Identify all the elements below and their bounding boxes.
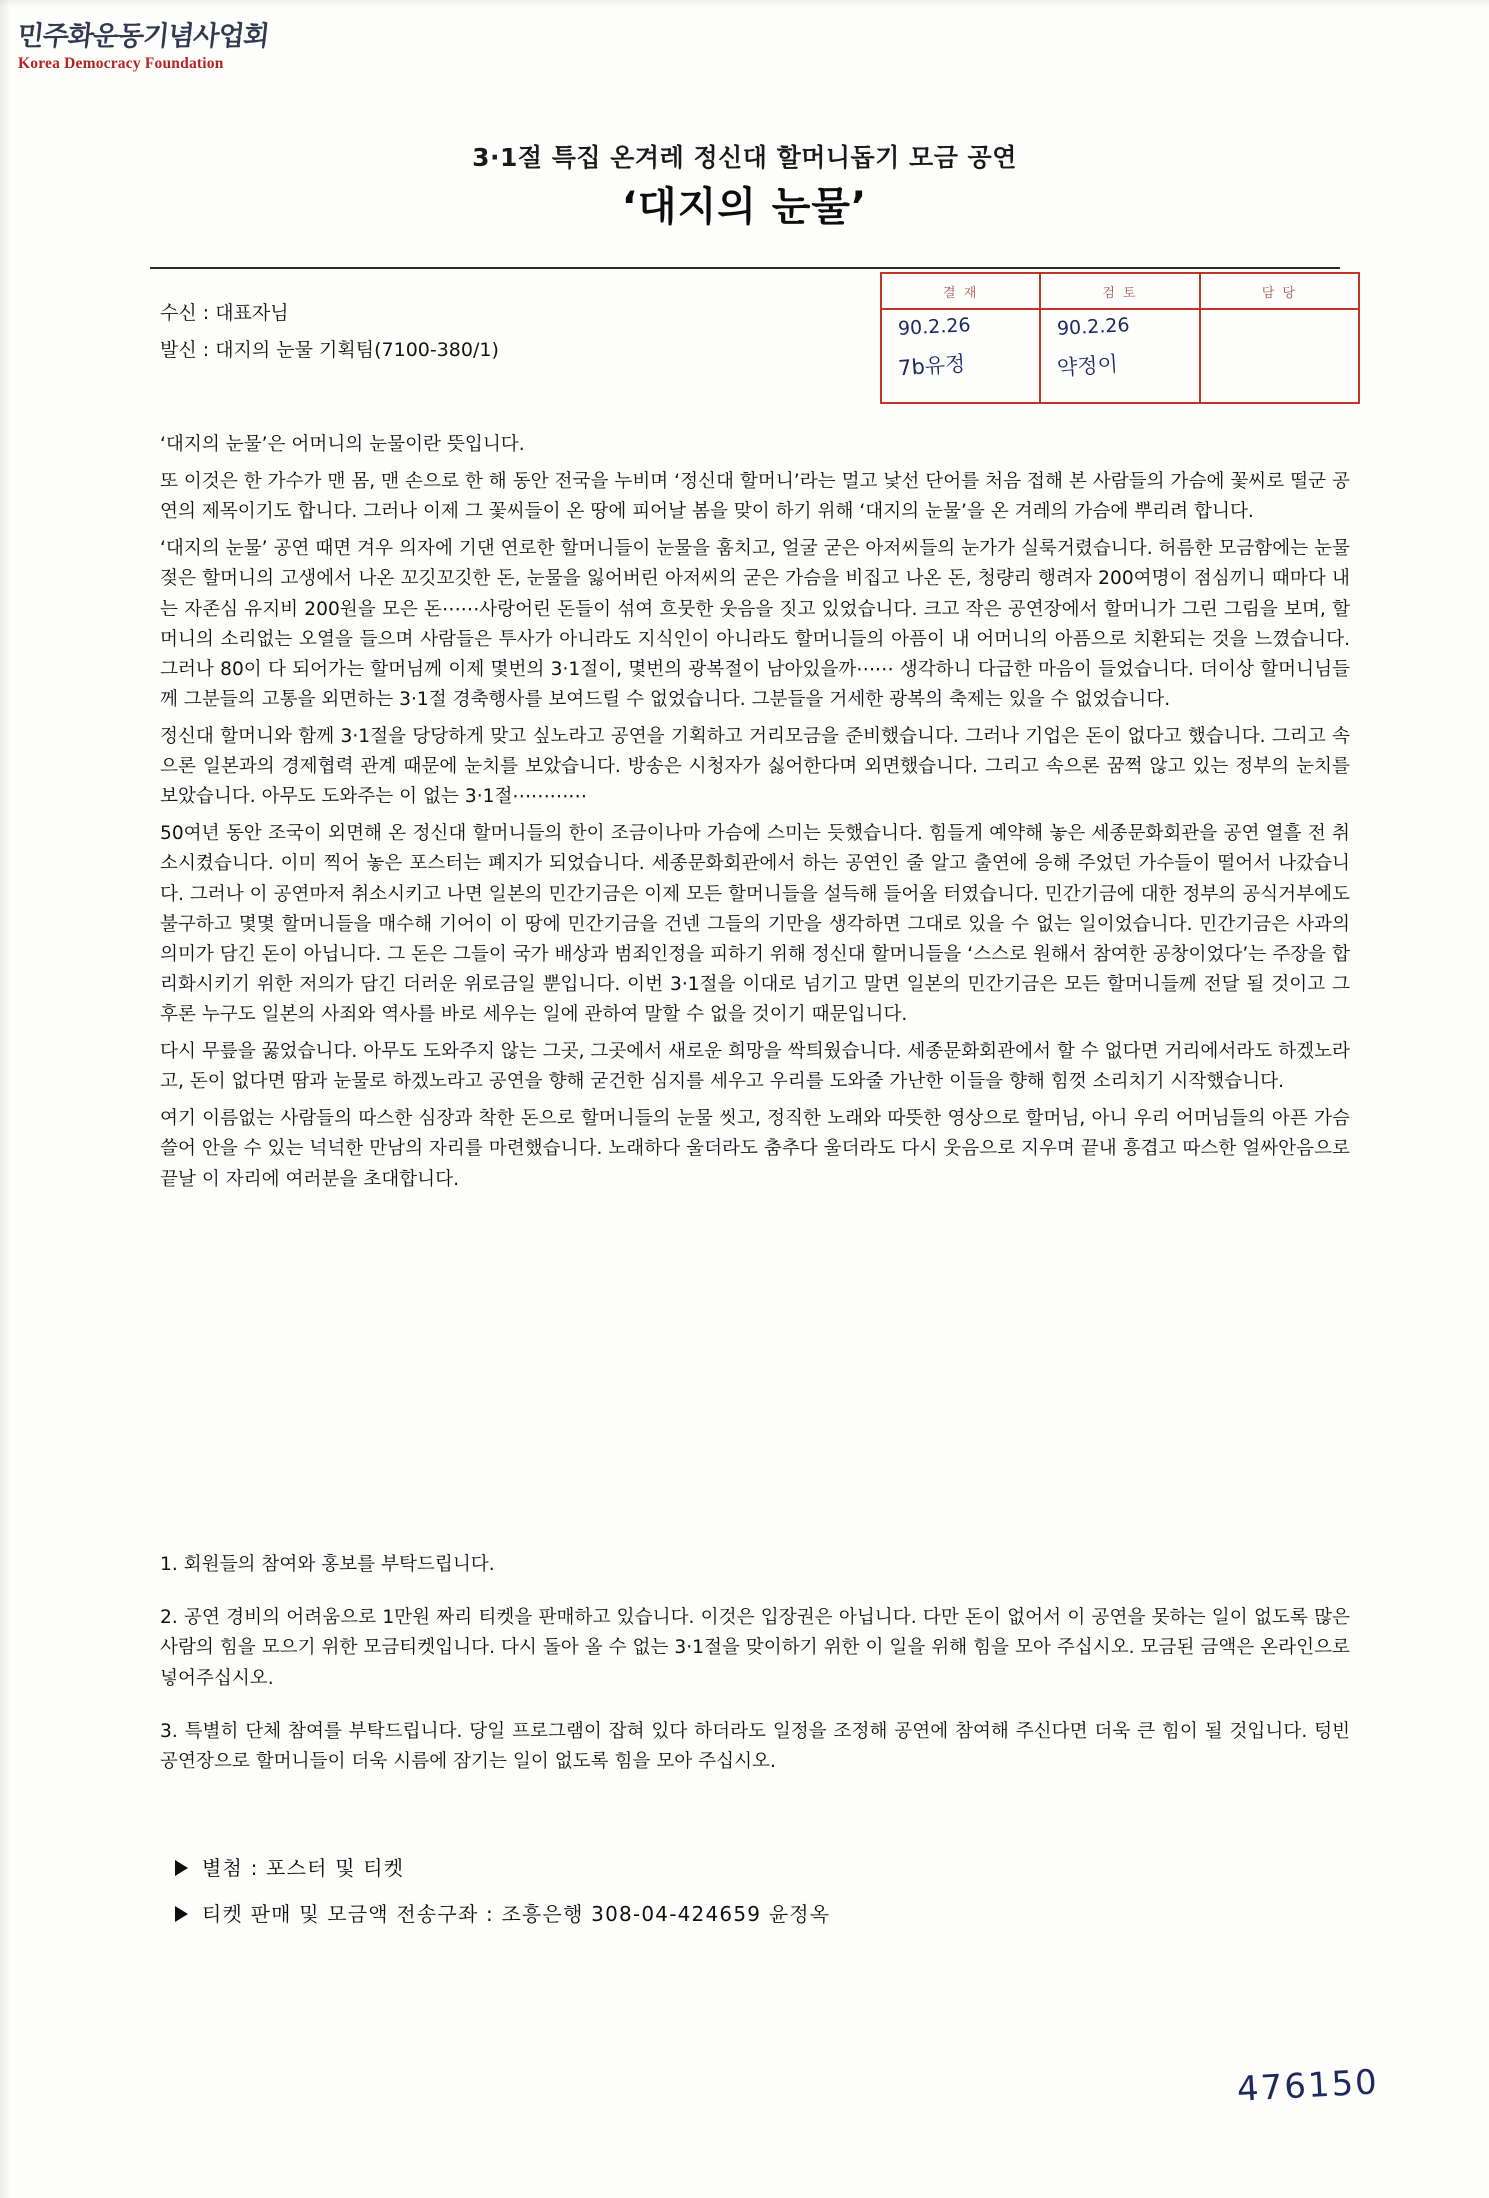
stamp-signature-0: 7b유정 bbox=[897, 351, 967, 381]
approval-stamp-header bbox=[882, 274, 1358, 310]
body-paragraph: 여기 이름없는 사람들의 따스한 심장과 착한 돈으로 할머니들의 눈물 씻고, 정직한 노래와 따뜻한 영상으로 할머님, 아니 우리 어머님들의 아픈 가슴 쓸어 안을 수 있는 넉넉한 만남의 자리를 마련했습니다. 노래하다 울더라도 춤추다 울더라도 다시 웃음으로 지우며 끝내 흥겹고 따스한 얼싸안음으로 끝날 이 자리에 여러분을 초대합니다. bbox=[160, 1108, 1350, 1190]
account-line: 티켓 판매 및 모금액 전송구좌 : 조흥은행 308-04-424659 윤정옥 bbox=[202, 1902, 831, 1926]
stamp-date-0: 90.2.26 bbox=[897, 314, 972, 340]
body-paragraph: ‘대지의 눈물’은 어머니의 눈물이란 뜻입니다. bbox=[160, 434, 525, 455]
stamp-cell-0 bbox=[882, 308, 1041, 402]
correspondence-meta bbox=[160, 295, 499, 369]
stamp-column-label-0: 결 재 bbox=[882, 274, 1041, 308]
approval-stamp-box bbox=[880, 272, 1360, 404]
footer-note-row bbox=[175, 1891, 830, 1937]
page-title: ‘대지의 눈물’ bbox=[621, 184, 868, 230]
request-items bbox=[160, 1550, 1350, 1800]
recipient-line: 수신 : 대표자님 bbox=[160, 302, 289, 324]
body-paragraph: 또 이것은 한 가수가 맨 몸, 맨 손으로 한 해 동안 전국을 누비며 ‘정신대 할머니’라는 멀고 낯선 단어를 처음 접해 본 사람들의 가슴에 꽃씨로 떨군 공연의 제목이기도 합니다. 그러나 이제 그 꽃씨들이 온 땅에 피어날 봄을 맞이 하기 위해 ‘대지의 눈물’을 온 겨레의 가슴에 뿌리려 합니다. bbox=[160, 471, 1350, 523]
stamp-signature-1: 약정이 bbox=[1056, 351, 1120, 381]
attachment-line: 별첨 : 포스터 및 티켓 bbox=[202, 1856, 405, 1880]
document-body bbox=[160, 430, 1350, 1213]
footer-notes bbox=[175, 1845, 830, 1937]
logo-english-text: Korea Democracy Foundation bbox=[18, 55, 224, 72]
stamp-column-label-2: 담 당 bbox=[1261, 285, 1297, 301]
body-paragraph: 정신대 할머니와 함께 3·1절을 당당하게 맞고 싶노라고 공연을 기획하고 거리모금을 준비했습니다. 그러나 기업은 돈이 없다고 했습니다. 그리고 속으론 일본과의 경제협력 관계 때문에 눈치를 보았습니다. 방송은 시청자가 싫어한다며 외면했습니다. 그리고 속으론 꿈쩍 않고 있는 정부의 눈치를 보았습니다. 아무도 도와주는 이 없는 3·1절⋯⋯⋯⋯ bbox=[160, 725, 1350, 808]
sender-line: 발신 : 대지의 눈물 기획팀(7100-380/1) bbox=[160, 339, 499, 362]
footer-note-row bbox=[175, 1845, 830, 1891]
triangle-bullet-icon bbox=[175, 1860, 188, 1876]
body-paragraph: ‘대지의 눈물’ 공연 때면 겨우 의자에 기댄 연로한 할머니들이 눈물을 훔치고, 얼굴 굳은 아저씨들의 눈가가 실룩거렸습니다. 허름한 모금함에는 눈물 젖은 할머니의 고생에서 나온 꼬깃꼬깃한 돈, 눈물을 잃어버린 아저씨의 굳은 가슴을 비집고 나온 돈, 청량리 행려자 200여명이 점심끼니 때마다 내는 자존심 유지비 200원을 모은 돈⋯⋯사랑어린 돈들이 섞여 흐뭇한 웃음을 짓고 있었습니다. 크고 작은 공연장에서 할머니가 그린 그림을 보며, 할머니의 소리없는 오열을 들으며 사람들은 투사가 아니라도 지식인이 아니라도 할머니들의 아픔이 내 어머니의 아픔으로 치환되는 것을 느꼈습니다. 그러나 80이 다 되어가는 할머님께 이제 몇번의 3·1절이, 몇번의 광복절이 남아있을까⋯⋯ 생각하니 다급한 마음이 들었습니다. 더이상 할머니님들께 그분들의 고통을 외면하는 3·1절 경축행사를 보여드릴 수 없었습니다. 그분들을 거세한 광복의 축제는 있을 수 없었습니다. bbox=[160, 538, 1350, 710]
logo-korean-text: 민주화운동기념사업회 bbox=[16, 21, 271, 52]
scan-edge-left bbox=[0, 0, 10, 2198]
body-paragraph: 50여년 동안 조국이 외면해 온 정신대 할머니들의 한이 조금이나마 가슴에 스미는 듯했습니다. 힘들게 예약해 놓은 세종문화회관을 공연 열흘 전 취소시켰습니다. 이미 찍어 놓은 포스터는 폐지가 되었습니다. 세종문화회관에서 하는 공연인 줄 알고 출연에 응해 주었던 가수들이 떨어서 나갔습니다. 그러나 이 공연마저 취소시키고 나면 일본의 민간기금은 이제 모든 할머니들을 설득해 들어올 터였습니다. 민간기금에 대한 정부의 공식거부에도 불구하고 몇몇 할머니들을 매수해 기어이 이 땅에 민간기금을 건넨 그들의 기만을 생각하면 그대로 있을 수 없는 일이었습니다. 민간기금은 사과의 의미가 담긴 돈이 아닙니다. 그 돈은 그들이 국가 배상과 범죄인정을 피하기 위해 정신대 할머니들을 ‘스스로 원해서 참여한 공창이었다’는 주장을 합리화시키기 위한 저의가 담긴 더러운 위로금일 뿐입니다. 이번 3·1절을 이대로 넘기고 말면 일본의 민간기금은 모든 할머니들께 전달 될 것이고 그 후론 누구도 일본의 사죄와 역사를 바로 세우는 일에 관하여 말할 수 없을 것이기 때문입니다. bbox=[160, 823, 1350, 1025]
list-item: 1. 회원들의 참여와 홍보를 부탁드립니다. bbox=[160, 1554, 495, 1575]
triangle-bullet-icon bbox=[175, 1906, 188, 1922]
body-paragraph: 다시 무릎을 꿇었습니다. 아무도 도와주지 않는 그곳, 그곳에서 새로운 희망을 싹틔웠습니다. 세종문화회관에서 할 수 없다면 거리에서라도 하겠노라고, 돈이 없다면 땀과 눈물로 하겠노라고 공연을 향해 굳건한 심지를 세우고 우리를 도와줄 가난한 이들을 향해 힘껏 소리치기 시작했습니다. bbox=[160, 1041, 1350, 1093]
list-item: 3. 특별히 단체 참여를 부탁드립니다. 당일 프로그램이 잡혀 있다 하더라도 일정을 조정해 공연에 참여해 주신다면 더욱 큰 힘이 될 것입니다. 텅빈 공연장으로 할머니들이 더욱 시름에 잠기는 일이 없도록 힘을 모아 주십시오. bbox=[160, 1720, 1350, 1773]
handwritten-page-number: 476150 bbox=[1236, 2062, 1380, 2110]
approval-stamp-body bbox=[882, 308, 1358, 402]
organization-logo bbox=[18, 14, 318, 73]
stamp-cell-2 bbox=[1201, 308, 1358, 402]
list-item: 2. 공연 경비의 어려움으로 1만원 짜리 티켓을 판매하고 있습니다. 이것은 입장권은 아닙니다. 다만 돈이 없어서 이 공연을 못하는 일이 없도록 많은 사람의 힘을 모으기 위한 모금티켓입니다. 다시 돌아 올 수 없는 3·1절을 맞이하기 위한 이 일을 위해 힘을 모아 주십시오. 모금된 금액은 온라인으로 넣어주십시오. bbox=[160, 1606, 1350, 1690]
stamp-date-1: 90.2.26 bbox=[1056, 314, 1131, 340]
stamp-column-label-1: 검 토 bbox=[1041, 274, 1200, 308]
stamp-cell-1 bbox=[1041, 308, 1200, 402]
scan-edge-top bbox=[0, 0, 1489, 8]
header-divider bbox=[150, 267, 1340, 269]
document-subtitle: 3·1절 특집 온겨레 정신대 할머니돕기 모금 공연 bbox=[472, 143, 1017, 172]
